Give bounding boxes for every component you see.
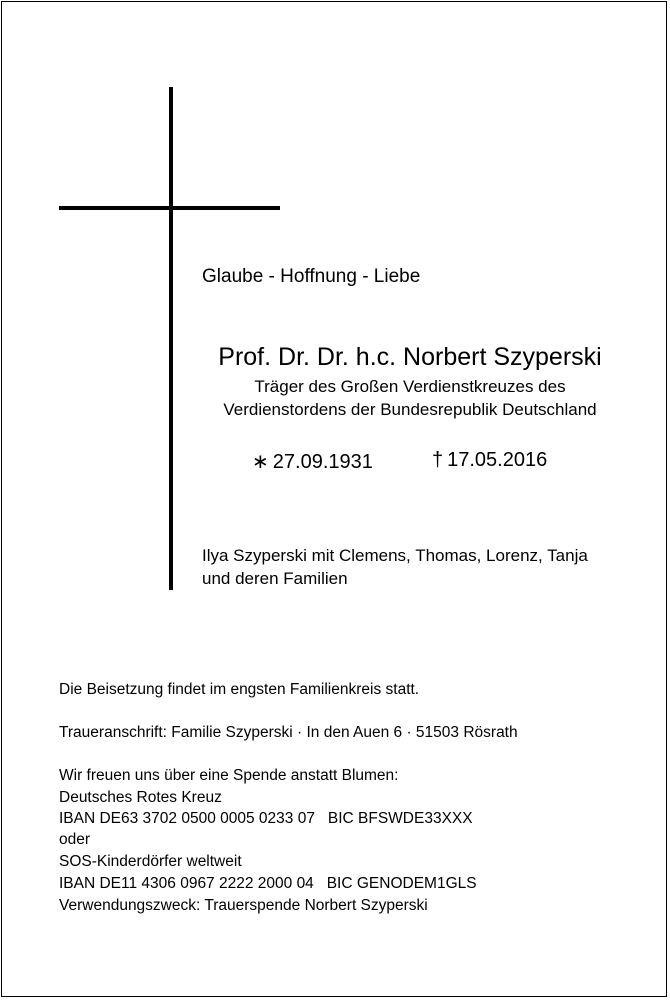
deceased-name: Prof. Dr. Dr. h.c. Norbert Szyperski [218, 343, 602, 371]
honor-line-1: Träger des Großen Verdienstkreuzes des [254, 377, 566, 396]
motto: Glaube - Hoffnung - Liebe [202, 266, 421, 287]
mourning-address: Traueranschrift: Familie Szyperski · In den Auen 6 · 51503 Rösrath [59, 724, 518, 741]
birth-date: 27.09.1931 [272, 451, 373, 473]
donation-bank-2: IBAN DE11 4306 0967 2222 2000 04 BIC GENODEM1GLS [59, 875, 477, 892]
birth-star-icon: ∗ [252, 451, 269, 473]
death-date-group [432, 449, 547, 472]
notice-border [1, 1, 667, 997]
donation-intro: Wir freuen uns über eine Spende anstatt Blumen: [59, 767, 399, 784]
donation-or: oder [59, 831, 91, 848]
mourners-line-2: und deren Familien [202, 569, 348, 588]
donation-org-2: SOS-Kinderdörfer weltweit [59, 853, 242, 870]
donation-bank-1: IBAN DE63 3702 0500 0005 0233 07 BIC BFSWDE33XXX [59, 810, 473, 827]
cross-vertical-beam [169, 87, 173, 590]
burial-note: Die Beisetzung findet im engsten Familienkreis statt. [59, 681, 420, 698]
death-date: 17.05.2016 [447, 449, 548, 471]
honor-line-2: Verdienstordens der Bundesrepublik Deutschland [223, 400, 597, 419]
mourners-line-1: Ilya Szyperski mit Clemens, Thomas, Lorenz, Tanja [202, 546, 588, 565]
birth-date-group [252, 449, 373, 474]
death-dagger-icon: † [432, 449, 444, 471]
cross-horizontal-beam [59, 206, 280, 210]
donation-org-1: Deutsches Rotes Kreuz [59, 789, 222, 806]
donation-purpose: Verwendungszweck: Trauerspende Norbert Szyperski [59, 897, 428, 914]
